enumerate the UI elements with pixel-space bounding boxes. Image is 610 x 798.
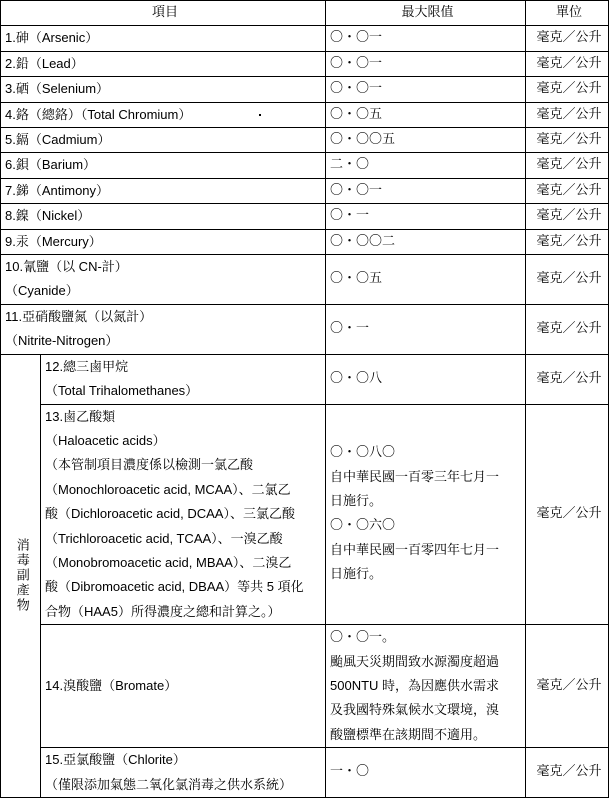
item-line: 13.鹵乙酸類 <box>45 408 116 424</box>
item-line: 合物（HAA5）所得濃度之總和計算之。） <box>45 603 281 619</box>
max-limit-value: 〇・〇八 <box>326 354 526 404</box>
table-row <box>1 51 609 76</box>
unit: 毫克／公升 <box>526 304 609 354</box>
table-row <box>1 229 609 254</box>
value-line: 〇・〇六〇 <box>330 518 396 534</box>
item-name <box>1 304 326 354</box>
unit: 毫克／公升 <box>526 153 609 178</box>
unit: 毫克／公升 <box>526 77 609 102</box>
unit: 毫克／公升 <box>526 748 609 798</box>
item-name: 1.砷（Arsenic） <box>1 26 326 51</box>
unit: 毫克／公升 <box>526 102 609 127</box>
item-line: 酸（Dibromoacetic acid, DBAA）等共 5 項化 <box>45 579 304 595</box>
item-line: 12.總三鹵甲烷 <box>45 358 129 374</box>
item-line: （Haloacetic acids） <box>45 432 166 448</box>
item-line: （本管制項目濃度係以檢測一氯乙酸 <box>45 457 254 473</box>
max-limit-value: 〇・一 <box>326 204 526 229</box>
header-max-limit: 最大限值 <box>326 1 526 26</box>
table-row <box>1 77 609 102</box>
table-row-bromate <box>1 625 609 748</box>
table-row <box>1 178 609 203</box>
max-limit-value <box>326 625 526 748</box>
item-line: （Trichloroacetic acid, TCAA）、一溴乙酸 <box>45 530 283 546</box>
max-limit-value: 〇・〇一 <box>326 77 526 102</box>
unit: 毫克／公升 <box>526 404 609 625</box>
table-row <box>1 26 609 51</box>
item-name: 2.鉛（Lead） <box>1 51 326 76</box>
table-row-trihalomethanes <box>1 354 609 404</box>
item-name: 14.溴酸鹽（Bromate） <box>41 625 326 748</box>
unit: 毫克／公升 <box>526 625 609 748</box>
item-line: （Total Trihalomethanes） <box>45 383 199 399</box>
item-name <box>41 404 326 625</box>
value-line: 颱風天災期間致水源濁度超過 <box>330 653 500 669</box>
item-line: （Monochloroacetic acid, MCAA）、二氯乙 <box>45 481 291 497</box>
unit: 毫克／公升 <box>526 178 609 203</box>
value-line: 〇・〇八〇 <box>330 445 396 461</box>
max-limit-value: 〇・一 <box>326 304 526 354</box>
max-limit-value: 〇・〇〇二 <box>326 229 526 254</box>
max-limit-value: 〇・〇一 <box>326 51 526 76</box>
max-limit-value: 〇・〇一 <box>326 178 526 203</box>
table-row-chlorite <box>1 748 609 798</box>
item-name: 4.鉻（總鉻）（Total Chromium） <box>1 102 326 127</box>
item-name: 3.硒（Selenium） <box>1 77 326 102</box>
item-line: 10.氰鹽（以 CN-計） <box>5 259 128 275</box>
item-line: 15.亞氯酸鹽（Chlorite） <box>45 752 186 768</box>
max-limit-value: 〇・〇五 <box>326 255 526 305</box>
value-line: 日施行。 <box>330 567 383 583</box>
max-limit-value: 〇・〇五 <box>326 102 526 127</box>
value-line: 自中華民國一百零三年七月一 <box>330 469 500 485</box>
item-name: 5.鎘（Cadmium） <box>1 128 326 153</box>
item-line: （僅限添加氣態二氧化氯消毒之供水系統） <box>45 776 293 792</box>
value-line: 〇・〇一。 <box>330 629 396 645</box>
item-line: （Cyanide） <box>5 283 79 299</box>
header-item: 項目 <box>1 1 326 26</box>
item-name: 7.銻（Antimony） <box>1 178 326 203</box>
unit: 毫克／公升 <box>526 51 609 76</box>
table-row <box>1 128 609 153</box>
item-name <box>41 748 326 798</box>
item-name <box>1 255 326 305</box>
table-row <box>1 102 609 127</box>
unit: 毫克／公升 <box>526 229 609 254</box>
item-line: 酸（Dichloroacetic acid, DCAA）、三氯乙酸 <box>45 506 295 522</box>
table-row-nitrite <box>1 304 609 354</box>
item-name: 6.鋇（Barium） <box>1 153 326 178</box>
unit: 毫克／公升 <box>526 26 609 51</box>
value-line: 日施行。 <box>330 493 383 509</box>
max-limit-value: 〇・〇一 <box>326 26 526 51</box>
item-name: 9.汞（Mercury） <box>1 229 326 254</box>
table-row <box>1 153 609 178</box>
item-line: 11.亞硝酸鹽氮（以氮計） <box>5 308 153 324</box>
table-row-cyanide <box>1 255 609 305</box>
item-name: 8.鎳（Nickel） <box>1 204 326 229</box>
table-row <box>1 204 609 229</box>
item-name <box>41 354 326 404</box>
disinfection-byproducts-label: 消毒副產物 <box>1 354 41 797</box>
max-limit-value: 二・〇 <box>326 153 526 178</box>
max-limit-value: 一・〇 <box>326 748 526 798</box>
unit: 毫克／公升 <box>526 204 609 229</box>
table-row-haloacetic-acids <box>1 404 609 625</box>
value-line: 及我國特殊氣候水文環境，溴 <box>330 702 500 718</box>
value-line: 自中華民國一百零四年七月一 <box>330 542 500 558</box>
unit: 毫克／公升 <box>526 255 609 305</box>
stray-dot <box>259 114 261 116</box>
max-limit-value: 〇・〇〇五 <box>326 128 526 153</box>
value-line: 酸鹽標準在該期間不適用。 <box>330 726 487 742</box>
unit: 毫克／公升 <box>526 128 609 153</box>
max-limit-value <box>326 404 526 625</box>
header-row <box>1 1 609 26</box>
value-line: 500NTU 時，為因應供水需求 <box>330 677 500 693</box>
header-unit: 單位 <box>526 1 609 26</box>
unit: 毫克／公升 <box>526 354 609 404</box>
item-line: （Nitrite-Nitrogen） <box>5 333 119 349</box>
item-line: （Monobromoacetic acid, MBAA）、二溴乙 <box>45 554 292 570</box>
